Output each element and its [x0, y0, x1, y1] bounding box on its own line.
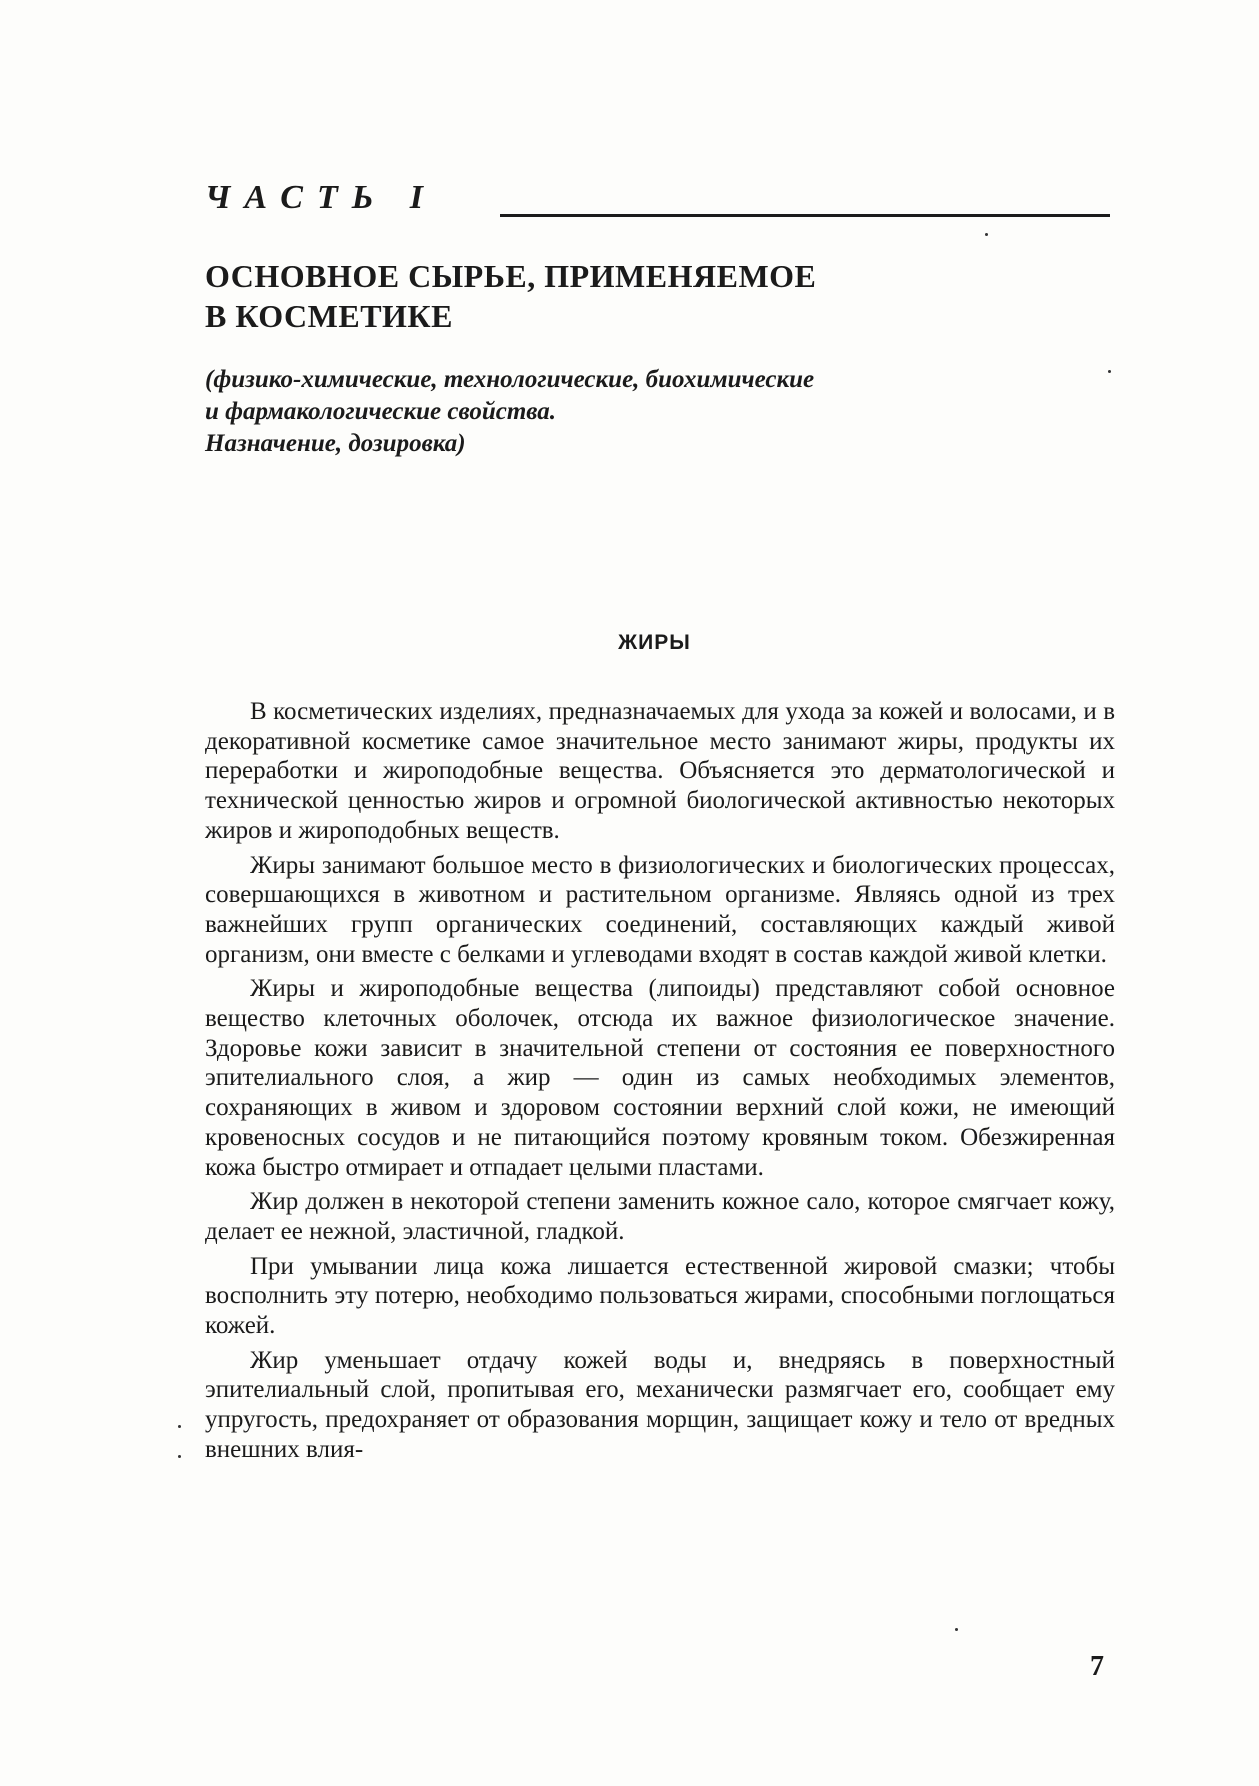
section-heading: ЖИРЫ	[618, 631, 691, 654]
paragraph: При умывании лица кожа лишается естественной жировой смазки; чтобы восполнить эту потерю, необходимо пользоваться жирами, способными поглощаться кожей.	[205, 1252, 1115, 1340]
paragraph: Жир должен в некоторой степени заменить кожное сало, которое смягчает кожу, делает ее нежной, эластичной, гладкой.	[205, 1188, 1115, 1245]
page-number: 7	[1090, 1651, 1104, 1682]
body-text	[205, 697, 1115, 1470]
chapter-subtitle	[205, 364, 1115, 460]
paragraph: В косметических изделиях, предназначаемых для ухода за кожей и волосами, и в декоративной косметике самое значительное место занимают жиры, продукты их переработки и жироподобные вещества. Объясняется это дерматологической и технической ценностью жиров и огромной биологической активностью некоторых жиров и жироподобных веществ.	[205, 698, 1115, 844]
chapter-subtitle-line-1: (физико-химические, технологические, биохимические	[205, 366, 815, 393]
part-rule-divider	[500, 214, 1110, 217]
scan-speck	[1108, 370, 1111, 373]
paragraph: Жиры занимают большое место в физиологических и биологических процессах, совершающихся в животном и растительном организме. Являясь одной из трех важнейших групп органических соединений, составляющих каждый живой организм, они вместе с белками и углеводами входят в состав каждой живой клетки.	[205, 851, 1115, 968]
scan-speck	[955, 1628, 958, 1631]
chapter-title-line-1: ОСНОВНОЕ СЫРЬЕ, ПРИМЕНЯЕМОЕ	[205, 258, 817, 294]
scan-speck	[178, 1455, 181, 1458]
chapter-title-line-2: В КОСМЕТИКЕ	[205, 298, 453, 334]
chapter-subtitle-line-3: Назначение, дозировка)	[205, 430, 466, 457]
scan-speck	[985, 233, 988, 236]
scan-speck	[178, 1425, 181, 1428]
chapter-title	[205, 256, 816, 336]
paragraph: Жир уменьшает отдачу кожей воды и, внедряясь в поверхностный эпителиальный слой, пропитывая его, механически размягчает его, сообщает ему упругость, предохраняет от образования морщин, защищает кожу и тело от вредных внешних влия-	[205, 1346, 1115, 1463]
part-heading	[205, 178, 1105, 224]
paragraph: Жиры и жироподобные вещества (липоиды) представляют собой основное вещество клеточных оболочек, отсюда их важное физиологическое значение. Здоровье кожи зависит в значительной степени от состояния ее поверхностного эпителиального слоя, а жир — один из самых необходимых элементов, сохраняющих в живом и здоровом состоянии верхний слой кожи, не имеющий кровеносных сосудов и не питающийся поэтому кровяным током. Обезжиренная кожа быстро отмирает и отпадает целыми пластами.	[205, 975, 1115, 1181]
chapter-subtitle-line-2: и фармакологические свойства.	[205, 398, 557, 425]
part-label: ЧАСТЬ I	[205, 179, 437, 216]
